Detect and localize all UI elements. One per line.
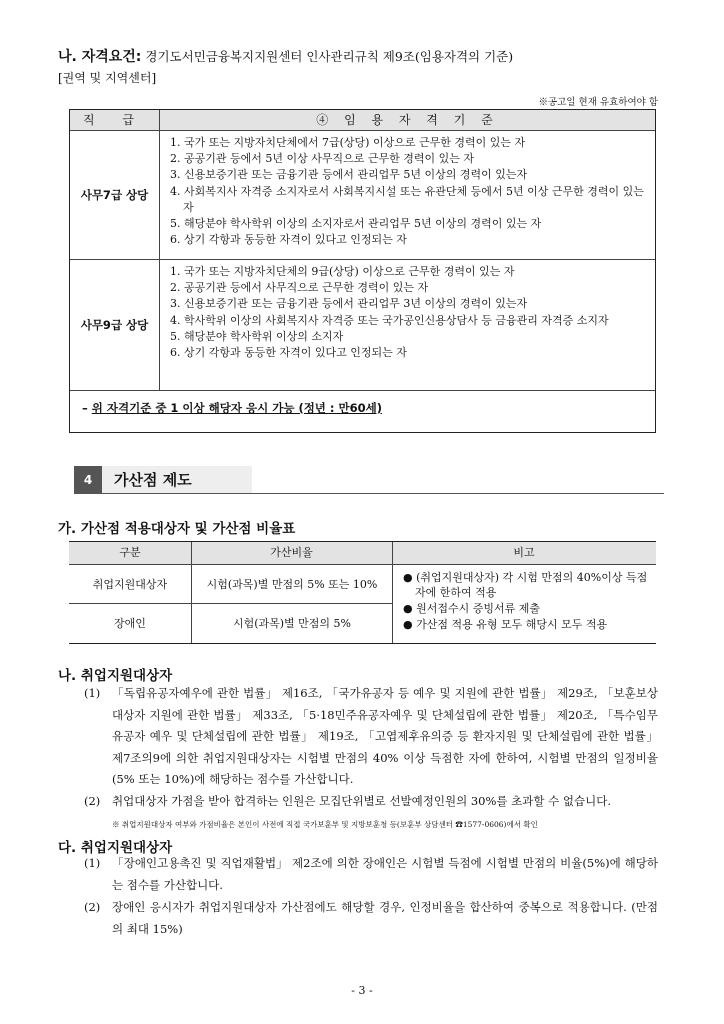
disability-item-2 — [84, 897, 658, 941]
qualification-heading-label: 나. 자격요건: — [58, 49, 142, 65]
footer-prefix: – — [82, 401, 92, 415]
remarks-list — [403, 570, 653, 633]
item-text: 「독립유공자예우에 관한 법률」 제16조, 「국가유공자 등 예우 및 지원에 관한 법률」 제29조, 「보훈보상대상자 지원에 관한 법률」 제33조, 「5·18민주유공자예우 및 단체설립에 관한 법률」 제20조, 「특수임무유공자 예우 및 단체설립에 관한 법률」 제19조, 「고엽제후유의증 등 환자지원 및 단체설립에 관한 법률」 제7조의9에 의한 취업지원대상자는 시험별 만점의 40% 이상 득점한 자에 한하여, 시험별 만점의 일정비율(5% 또는 10%)에 해당하는 점수를 가산합니다. — [112, 686, 658, 786]
item-text: 「장애인고용촉진 및 직업재활법」 제2조에 의한 장애인은 시험별 득점에 시험별 만점의 비율(5%)에 해당하는 점수를 가산합니다. — [112, 856, 658, 892]
list-item: 5. 해당분야 학사학위 이상의 소지자로서 관리업무 5년 이상의 경력이 있는 자 — [170, 217, 542, 231]
bonus-col-rate: 가산비율 — [191, 542, 392, 565]
table-row — [70, 130, 655, 260]
table-divider — [392, 542, 393, 643]
col-grade: 직 급 — [70, 110, 160, 130]
footer-retirement-age: (정년 : 만60세) — [294, 401, 382, 415]
section-title: 가산점 제도 — [114, 471, 192, 489]
bonus-category: 취업지원대상자 — [92, 578, 168, 591]
item-text: 취업대상자 가점을 받아 합격하는 인원은 모집단위별로 선발예정인원의 30%를 초과할 수 없습니다. — [112, 794, 612, 808]
list-item: 3. 신용보증기관 또는 금융기관 등에서 관리업무 3년 이상의 경력이 있는자 — [170, 297, 528, 311]
table-row — [70, 259, 655, 391]
list-item: 4. 사회복지사 자격증 소지자로서 사회복지시설 또는 유관단체 등에서 5년 이상 근무한 경력이 있는 자 — [170, 184, 644, 214]
list-item: ● (취업지원대상자) 각 시험 만점의 40%이상 득점자에 한하여 적용 — [403, 571, 648, 599]
list-item: ● 가산점 적용 유형 모두 해당시 모두 적용 — [403, 618, 608, 631]
employment-support-note: ※ 취업지원대상자 여부와 가점비율은 본인이 사전에 직접 국가보훈부 및 지방보훈청 등(보훈부 상담센터 ☎1577-0606)에서 확인 — [112, 820, 538, 829]
list-item: 4. 학사학위 이상의 사회복지사 자격증 또는 국가공인신용상담사 등 금융관리 자격증 소지자 — [170, 313, 609, 327]
item-index: (2) — [84, 900, 101, 914]
list-item: 6. 상기 각항과 동등한 자격이 있다고 인정되는 자 — [170, 346, 407, 360]
bonus-table-heading: 가. 가산점 적용대상자 및 가산점 비율표 — [58, 521, 296, 537]
list-item: 1. 국가 또는 지방자치단체에서 7급(상당) 이상으로 근무한 경력이 있는 자 — [170, 136, 526, 149]
item-index: (1) — [84, 686, 101, 700]
grade-label: 사무9급 상당 — [70, 259, 160, 390]
bonus-category: 장애인 — [114, 617, 146, 630]
list-item: 3. 신용보증기관 또는 금융기관 등에서 관리업무 5년 이상의 경력이 있는자 — [170, 168, 528, 182]
section-number: 4 — [74, 466, 102, 494]
list-item: 5. 해당분야 학사학위 이상의 소지자 — [170, 329, 344, 343]
item-index: (2) — [84, 794, 101, 808]
qualification-footer — [82, 400, 382, 416]
grade-label: 사무7급 상당 — [70, 130, 160, 259]
list-item: 1. 국가 또는 지방자치단체의 9급(상당) 이상으로 근무한 경력이 있는 자 — [170, 265, 515, 278]
disability-heading: 다. 취업지원대상자 — [58, 840, 173, 856]
col-criteria: ④ 임 용 자 격 기 준 — [316, 113, 499, 127]
qualification-table-header — [70, 110, 655, 131]
validity-note: ※공고일 현재 유효하여야 함 — [538, 97, 658, 108]
page-number: - 3 - — [351, 984, 373, 997]
region-subheading: [권역 및 지역센터] — [58, 71, 157, 85]
bonus-rate: 시험(과목)별 만점의 5% — [232, 617, 352, 630]
qualification-heading-rest: 경기도서민금융복지지원센터 인사관리규칙 제9조(임용자격의 기준) — [141, 49, 514, 64]
employment-item-2 — [84, 791, 658, 813]
disability-item-1 — [84, 853, 658, 897]
employment-support-heading: 나. 취업지원대상자 — [58, 668, 173, 684]
section-divider — [102, 493, 664, 495]
list-item: 6. 상기 각항과 동등한 자격이 있다고 인정되는 자 — [170, 233, 407, 247]
bonus-rate: 시험(과목)별 만점의 5% 또는 10% — [206, 578, 378, 591]
bonus-table — [69, 541, 656, 644]
list-item: ● 원서접수시 증빙서류 제출 — [403, 602, 540, 615]
criteria-list — [170, 135, 647, 248]
qualification-table — [69, 109, 656, 433]
item-text: 장애인 응시자가 취업지원대상자 가산점에도 해당할 경우, 인정비율을 합산하여 중복으로 적용합니다. (만점의 최대 15%) — [112, 900, 658, 936]
bonus-col-remarks: 비고 — [392, 542, 656, 565]
qualification-heading — [58, 46, 513, 66]
employment-item-1 — [84, 683, 658, 793]
list-item: 2. 공공기관 등에서 5년 이상 사무직으로 근무한 경력이 있는 자 — [170, 152, 474, 166]
section-4-header — [74, 466, 664, 494]
footer-underlined: 위 자격기준 중 1 이상 해당자 응시 가능 — [91, 401, 295, 415]
criteria-list — [170, 264, 647, 361]
bonus-col-category: 구분 — [69, 542, 191, 565]
list-item: 2. 공공기관 등에서 사무직으로 근무한 경력이 있는 자 — [170, 281, 429, 295]
item-index: (1) — [84, 856, 101, 870]
